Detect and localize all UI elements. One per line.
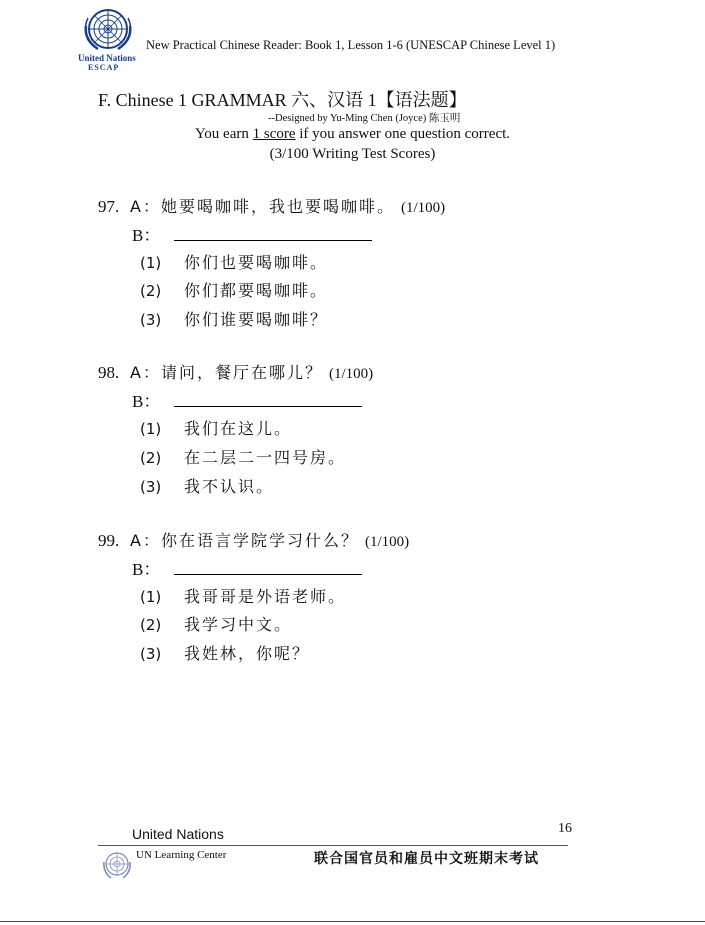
question-99 [98, 528, 409, 551]
section-title: F. Chinese 1 GRAMMAR 六、汉语 1【语法题】 [98, 90, 467, 110]
logo-caption-united-nations: United Nations [78, 53, 136, 63]
option-text: 我们在这儿。 [184, 419, 293, 438]
score-weight-note: (3/100 Writing Test Scores) [269, 146, 436, 162]
option-97-2[interactable] [140, 278, 328, 301]
option-text: 在二层二一四号房。 [184, 448, 347, 467]
answer-blank[interactable] [174, 240, 372, 241]
option-text: 你们也要喝咖啡。 [184, 253, 329, 272]
score-suffix: if you answer one question correct. [295, 126, 511, 142]
answer-blank[interactable] [174, 574, 362, 575]
designer-credit: --Designed by Yu-Ming Chen (Joyce) 陈玉明 [268, 113, 461, 124]
question-number: 99. [98, 531, 120, 550]
question-98 [98, 360, 373, 383]
option-number: (1) [140, 588, 162, 606]
question-number: 98. [98, 363, 120, 382]
score-prefix: You earn [194, 126, 253, 142]
question-prompt: A：请问，餐厅在哪儿？ [130, 363, 323, 382]
option-text: 我哥哥是外语老师。 [184, 587, 347, 606]
course-series-title: New Practical Chinese Reader: Book 1, Lesson 1-6 (UNESCAP Chinese Level 1) [146, 38, 556, 52]
option-99-2[interactable] [140, 612, 292, 635]
option-number: (3) [140, 311, 162, 329]
question-points: (1/100) [400, 200, 446, 216]
score-amount: 1 score [252, 126, 296, 142]
option-text: 我不认识。 [184, 477, 275, 496]
option-number: (2) [140, 449, 162, 467]
answer-label: B： [132, 226, 161, 245]
option-number: (3) [140, 478, 162, 496]
answer-label: B： [132, 392, 161, 411]
option-number: (1) [140, 420, 162, 438]
option-number: (3) [140, 645, 162, 663]
option-number: (2) [140, 282, 162, 300]
footer-learning-center: UN Learning Center [136, 849, 227, 861]
option-98-1[interactable] [140, 416, 292, 439]
option-text: 你们谁要喝咖啡？ [184, 310, 329, 329]
option-number: (2) [140, 616, 162, 634]
option-97-1[interactable] [140, 250, 328, 273]
question-prompt: A：你在语言学院学习什么？ [130, 531, 359, 550]
logo-caption-escap: ESCAP [88, 63, 120, 72]
footer-exam-title: 联合国官员和雇员中文班期末考试 [314, 851, 539, 867]
footer-divider [98, 845, 568, 846]
un-emblem-footer-logo [100, 848, 134, 882]
footer-organization: United Nations [132, 826, 224, 842]
answer-label: B： [132, 560, 161, 579]
scoring-instruction [0, 126, 705, 143]
answer-blank[interactable] [174, 406, 362, 407]
option-99-1[interactable] [140, 584, 346, 607]
option-98-2[interactable] [140, 445, 346, 468]
question-97 [98, 194, 445, 217]
question-prompt: A：她要喝咖啡，我也要喝咖啡。 [130, 197, 395, 216]
option-number: (1) [140, 254, 162, 272]
option-97-3[interactable] [140, 307, 328, 330]
option-text: 我姓林，你呢？ [184, 644, 311, 663]
question-points: (1/100) [328, 366, 374, 382]
page-number: 16 [558, 821, 572, 836]
option-text: 你们都要喝咖啡。 [184, 281, 329, 300]
question-number: 97. [98, 197, 120, 216]
page-bottom-border [0, 921, 705, 922]
question-points: (1/100) [364, 534, 410, 550]
option-98-3[interactable] [140, 474, 274, 497]
option-text: 我学习中文。 [184, 615, 293, 634]
option-99-3[interactable] [140, 641, 310, 664]
